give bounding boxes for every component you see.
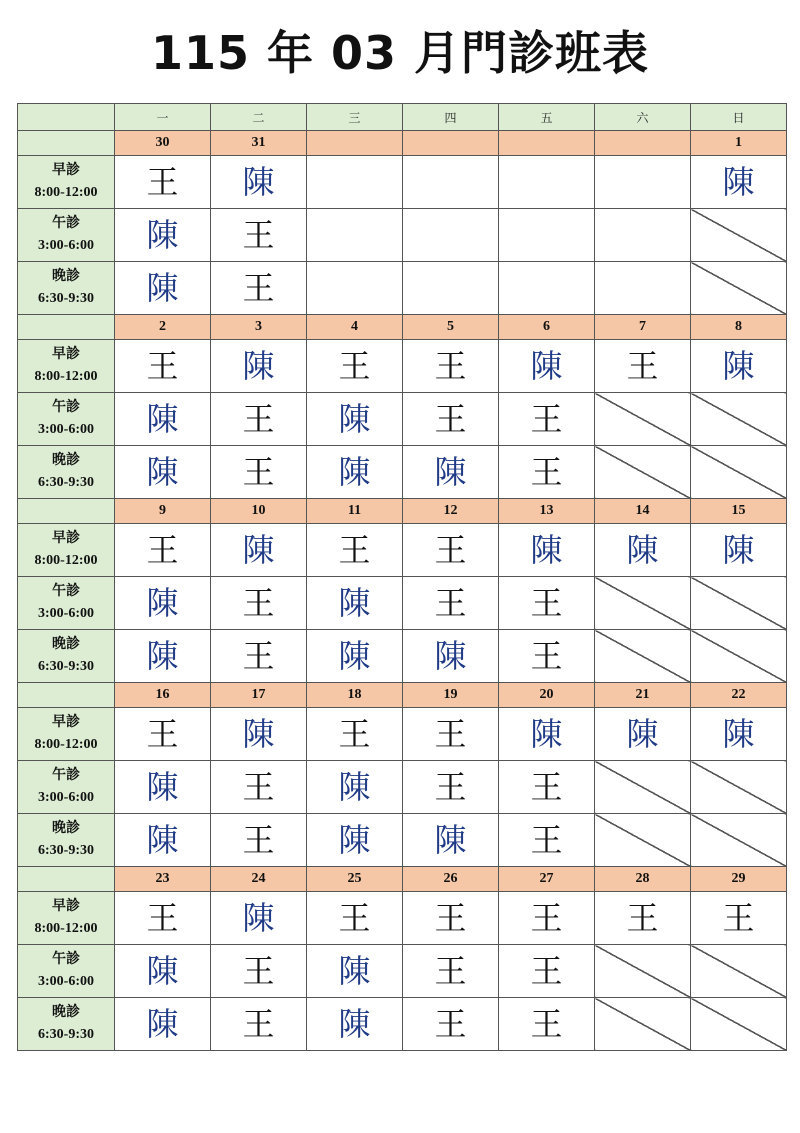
weekday-header-cell: 日 bbox=[691, 104, 787, 131]
slot-row-morning bbox=[18, 708, 787, 761]
slot-time: 8:00-12:00 bbox=[34, 185, 98, 200]
doctor-cell: 陳 bbox=[691, 708, 787, 761]
empty-cell bbox=[307, 209, 403, 262]
slot-name: 早診 bbox=[52, 347, 80, 362]
slot-label-cell bbox=[18, 892, 115, 945]
doctor-cell: 王 bbox=[403, 998, 499, 1051]
date-cell: 29 bbox=[691, 867, 787, 892]
doctor-cell: 陳 bbox=[211, 340, 307, 393]
date-cell: 12 bbox=[403, 499, 499, 524]
doctor-cell: 王 bbox=[115, 524, 211, 577]
slot-time: 8:00-12:00 bbox=[34, 553, 98, 568]
weekday-header-row bbox=[18, 104, 787, 131]
date-cell: 5 bbox=[403, 315, 499, 340]
doctor-cell: 王 bbox=[499, 814, 595, 867]
slot-label-cell bbox=[18, 340, 115, 393]
doctor-cell: 陳 bbox=[307, 393, 403, 446]
slot-label-cell bbox=[18, 262, 115, 315]
date-cell: 28 bbox=[595, 867, 691, 892]
slot-name: 午診 bbox=[52, 216, 80, 231]
doctor-cell: 王 bbox=[307, 340, 403, 393]
doctor-cell: 王 bbox=[211, 209, 307, 262]
doctor-cell: 陳 bbox=[115, 814, 211, 867]
doctor-cell: 陳 bbox=[211, 524, 307, 577]
slot-time: 3:00-6:00 bbox=[38, 606, 94, 621]
doctor-cell: 陳 bbox=[307, 998, 403, 1051]
slot-name: 午診 bbox=[52, 400, 80, 415]
week-date-row bbox=[18, 315, 787, 340]
slot-label-cell bbox=[18, 524, 115, 577]
doctor-cell: 陳 bbox=[499, 340, 595, 393]
slot-row-evening bbox=[18, 262, 787, 315]
closed-cell bbox=[595, 761, 691, 814]
slot-name: 晚診 bbox=[52, 269, 80, 284]
doctor-cell: 王 bbox=[499, 577, 595, 630]
slot-name: 早診 bbox=[52, 163, 80, 178]
date-cell: 19 bbox=[403, 683, 499, 708]
doctor-cell: 王 bbox=[403, 708, 499, 761]
slot-row-morning bbox=[18, 524, 787, 577]
doctor-cell: 王 bbox=[403, 761, 499, 814]
slot-time: 8:00-12:00 bbox=[34, 369, 98, 384]
empty-cell bbox=[403, 209, 499, 262]
closed-cell bbox=[691, 577, 787, 630]
doctor-cell: 陳 bbox=[115, 577, 211, 630]
slot-row-afternoon bbox=[18, 761, 787, 814]
weekday-header-cell: 二 bbox=[211, 104, 307, 131]
date-cell bbox=[595, 131, 691, 156]
date-cell bbox=[403, 131, 499, 156]
date-row-label-cell bbox=[18, 499, 115, 524]
date-cell: 11 bbox=[307, 499, 403, 524]
doctor-cell: 陳 bbox=[115, 630, 211, 683]
date-cell: 30 bbox=[115, 131, 211, 156]
slot-row-evening bbox=[18, 446, 787, 499]
date-row-label-cell bbox=[18, 683, 115, 708]
slot-row-morning bbox=[18, 892, 787, 945]
doctor-cell: 王 bbox=[115, 892, 211, 945]
slot-row-afternoon bbox=[18, 393, 787, 446]
doctor-cell: 王 bbox=[403, 393, 499, 446]
doctor-cell: 王 bbox=[595, 892, 691, 945]
doctor-cell: 王 bbox=[307, 892, 403, 945]
closed-cell bbox=[595, 630, 691, 683]
slot-time: 3:00-6:00 bbox=[38, 974, 94, 989]
doctor-cell: 王 bbox=[499, 630, 595, 683]
date-cell: 17 bbox=[211, 683, 307, 708]
slot-time: 3:00-6:00 bbox=[38, 422, 94, 437]
doctor-cell: 王 bbox=[691, 892, 787, 945]
doctor-cell: 陳 bbox=[115, 393, 211, 446]
doctor-cell: 陳 bbox=[307, 945, 403, 998]
doctor-cell: 王 bbox=[403, 524, 499, 577]
date-cell: 13 bbox=[499, 499, 595, 524]
doctor-cell: 王 bbox=[211, 630, 307, 683]
slot-name: 晚診 bbox=[52, 637, 80, 652]
doctor-cell: 陳 bbox=[307, 446, 403, 499]
slot-label-cell bbox=[18, 393, 115, 446]
closed-cell bbox=[595, 998, 691, 1051]
date-cell: 16 bbox=[115, 683, 211, 708]
date-cell: 15 bbox=[691, 499, 787, 524]
week-date-row bbox=[18, 867, 787, 892]
doctor-cell: 王 bbox=[115, 708, 211, 761]
doctor-cell: 王 bbox=[115, 156, 211, 209]
doctor-cell: 王 bbox=[211, 393, 307, 446]
doctor-cell: 陳 bbox=[499, 708, 595, 761]
slot-label-cell bbox=[18, 446, 115, 499]
doctor-cell: 王 bbox=[403, 340, 499, 393]
weekday-header-cell: 五 bbox=[499, 104, 595, 131]
date-cell: 22 bbox=[691, 683, 787, 708]
empty-cell bbox=[403, 262, 499, 315]
date-cell: 3 bbox=[211, 315, 307, 340]
slot-label-cell bbox=[18, 630, 115, 683]
doctor-cell: 王 bbox=[211, 446, 307, 499]
closed-cell bbox=[691, 446, 787, 499]
slot-name: 午診 bbox=[52, 768, 80, 783]
slot-row-afternoon bbox=[18, 577, 787, 630]
week-date-row bbox=[18, 683, 787, 708]
doctor-cell: 王 bbox=[307, 524, 403, 577]
weekday-header-cell: 四 bbox=[403, 104, 499, 131]
slot-time: 8:00-12:00 bbox=[34, 921, 98, 936]
doctor-cell: 陳 bbox=[211, 892, 307, 945]
doctor-cell: 陳 bbox=[499, 524, 595, 577]
date-cell: 31 bbox=[211, 131, 307, 156]
date-cell: 25 bbox=[307, 867, 403, 892]
doctor-cell: 王 bbox=[499, 393, 595, 446]
doctor-cell: 陳 bbox=[691, 524, 787, 577]
date-cell: 10 bbox=[211, 499, 307, 524]
empty-cell bbox=[499, 209, 595, 262]
slot-row-evening bbox=[18, 998, 787, 1051]
closed-cell bbox=[691, 393, 787, 446]
slot-time: 3:00-6:00 bbox=[38, 238, 94, 253]
slot-row-evening bbox=[18, 814, 787, 867]
doctor-cell: 陳 bbox=[115, 945, 211, 998]
date-cell: 24 bbox=[211, 867, 307, 892]
doctor-cell: 陳 bbox=[115, 761, 211, 814]
weekday-header-cell: 一 bbox=[115, 104, 211, 131]
doctor-cell: 王 bbox=[403, 945, 499, 998]
doctor-cell: 王 bbox=[499, 945, 595, 998]
slot-row-morning bbox=[18, 156, 787, 209]
closed-cell bbox=[691, 945, 787, 998]
doctor-cell: 王 bbox=[211, 262, 307, 315]
doctor-cell: 王 bbox=[115, 340, 211, 393]
date-cell: 2 bbox=[115, 315, 211, 340]
slot-time: 6:30-9:30 bbox=[38, 843, 94, 858]
slot-label-cell bbox=[18, 998, 115, 1051]
closed-cell bbox=[691, 761, 787, 814]
date-cell: 7 bbox=[595, 315, 691, 340]
week-date-row bbox=[18, 131, 787, 156]
doctor-cell: 王 bbox=[499, 892, 595, 945]
doctor-cell: 陳 bbox=[211, 156, 307, 209]
slot-row-evening bbox=[18, 630, 787, 683]
empty-cell bbox=[403, 156, 499, 209]
doctor-cell: 陳 bbox=[307, 577, 403, 630]
slot-row-afternoon bbox=[18, 945, 787, 998]
slot-label-cell bbox=[18, 156, 115, 209]
doctor-cell: 陳 bbox=[691, 156, 787, 209]
date-cell: 8 bbox=[691, 315, 787, 340]
doctor-cell: 王 bbox=[211, 945, 307, 998]
closed-cell bbox=[691, 262, 787, 315]
empty-cell bbox=[595, 209, 691, 262]
doctor-cell: 王 bbox=[403, 577, 499, 630]
slot-label-cell bbox=[18, 814, 115, 867]
date-cell: 14 bbox=[595, 499, 691, 524]
slot-name: 晚診 bbox=[52, 821, 80, 836]
doctor-cell: 王 bbox=[211, 998, 307, 1051]
doctor-cell: 陳 bbox=[403, 630, 499, 683]
closed-cell bbox=[691, 998, 787, 1051]
date-row-label-cell bbox=[18, 315, 115, 340]
date-cell: 21 bbox=[595, 683, 691, 708]
doctor-cell: 王 bbox=[211, 761, 307, 814]
empty-cell bbox=[499, 262, 595, 315]
date-cell bbox=[499, 131, 595, 156]
closed-cell bbox=[691, 814, 787, 867]
weekday-header-cell: 三 bbox=[307, 104, 403, 131]
slot-name: 午診 bbox=[52, 584, 80, 599]
doctor-cell: 陳 bbox=[115, 209, 211, 262]
date-cell: 6 bbox=[499, 315, 595, 340]
date-row-label-cell bbox=[18, 131, 115, 156]
doctor-cell: 陳 bbox=[307, 814, 403, 867]
slot-name: 早診 bbox=[52, 899, 80, 914]
empty-cell bbox=[307, 262, 403, 315]
slot-name: 午診 bbox=[52, 952, 80, 967]
week-date-row bbox=[18, 499, 787, 524]
doctor-cell: 陳 bbox=[211, 708, 307, 761]
doctor-cell: 王 bbox=[595, 340, 691, 393]
date-cell: 20 bbox=[499, 683, 595, 708]
header-corner-cell bbox=[18, 104, 115, 131]
slot-time: 6:30-9:30 bbox=[38, 659, 94, 674]
slot-time: 6:30-9:30 bbox=[38, 291, 94, 306]
date-cell: 4 bbox=[307, 315, 403, 340]
slot-label-cell bbox=[18, 761, 115, 814]
slot-time: 6:30-9:30 bbox=[38, 475, 94, 490]
slot-time: 8:00-12:00 bbox=[34, 737, 98, 752]
slot-label-cell bbox=[18, 577, 115, 630]
date-cell: 23 bbox=[115, 867, 211, 892]
closed-cell bbox=[595, 577, 691, 630]
slot-time: 6:30-9:30 bbox=[38, 1027, 94, 1042]
slot-name: 晚診 bbox=[52, 453, 80, 468]
empty-cell bbox=[595, 156, 691, 209]
slot-name: 早診 bbox=[52, 531, 80, 546]
date-cell: 26 bbox=[403, 867, 499, 892]
doctor-cell: 陳 bbox=[115, 262, 211, 315]
doctor-cell: 陳 bbox=[403, 446, 499, 499]
date-cell: 27 bbox=[499, 867, 595, 892]
empty-cell bbox=[499, 156, 595, 209]
schedule-table bbox=[17, 103, 787, 1051]
date-cell: 1 bbox=[691, 131, 787, 156]
closed-cell bbox=[595, 945, 691, 998]
doctor-cell: 王 bbox=[499, 446, 595, 499]
doctor-cell: 陳 bbox=[403, 814, 499, 867]
date-row-label-cell bbox=[18, 867, 115, 892]
doctor-cell: 王 bbox=[211, 814, 307, 867]
date-cell: 18 bbox=[307, 683, 403, 708]
closed-cell bbox=[691, 209, 787, 262]
slot-time: 3:00-6:00 bbox=[38, 790, 94, 805]
empty-cell bbox=[595, 262, 691, 315]
closed-cell bbox=[595, 393, 691, 446]
doctor-cell: 王 bbox=[307, 708, 403, 761]
slot-row-afternoon bbox=[18, 209, 787, 262]
date-cell: 9 bbox=[115, 499, 211, 524]
date-cell bbox=[307, 131, 403, 156]
doctor-cell: 王 bbox=[499, 761, 595, 814]
closed-cell bbox=[691, 630, 787, 683]
doctor-cell: 陳 bbox=[307, 630, 403, 683]
slot-label-cell bbox=[18, 945, 115, 998]
doctor-cell: 陳 bbox=[691, 340, 787, 393]
doctor-cell: 陳 bbox=[115, 998, 211, 1051]
doctor-cell: 陳 bbox=[307, 761, 403, 814]
doctor-cell: 陳 bbox=[595, 524, 691, 577]
slot-name: 晚診 bbox=[52, 1005, 80, 1020]
doctor-cell: 陳 bbox=[595, 708, 691, 761]
closed-cell bbox=[595, 814, 691, 867]
doctor-cell: 王 bbox=[403, 892, 499, 945]
doctor-cell: 王 bbox=[499, 998, 595, 1051]
page-title: 115 年 03 月門診班表 bbox=[150, 26, 650, 80]
slot-label-cell bbox=[18, 708, 115, 761]
doctor-cell: 王 bbox=[211, 577, 307, 630]
doctor-cell: 陳 bbox=[115, 446, 211, 499]
slot-label-cell bbox=[18, 209, 115, 262]
closed-cell bbox=[595, 446, 691, 499]
weekday-header-cell: 六 bbox=[595, 104, 691, 131]
slot-row-morning bbox=[18, 340, 787, 393]
slot-name: 早診 bbox=[52, 715, 80, 730]
empty-cell bbox=[307, 156, 403, 209]
